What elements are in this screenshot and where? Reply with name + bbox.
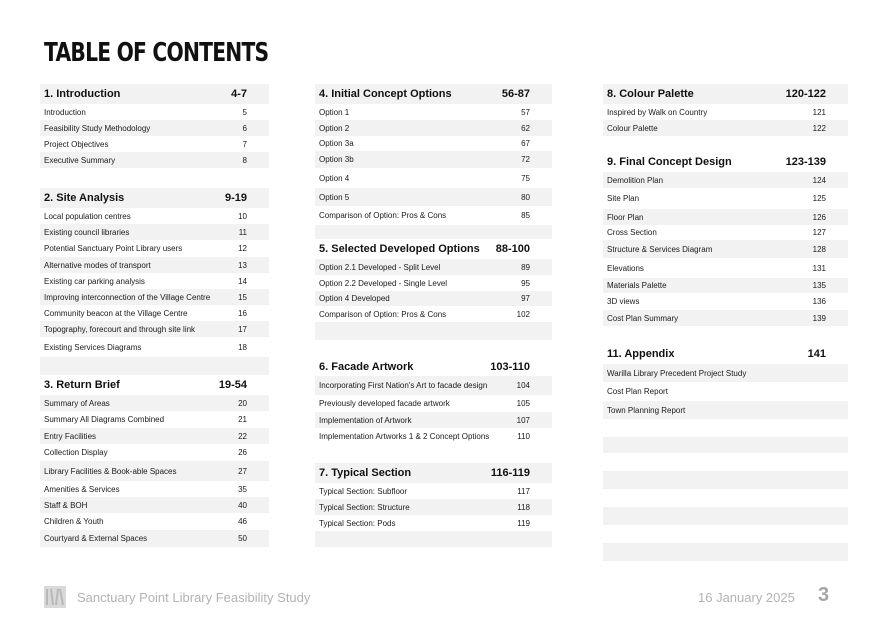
toc-entry-title: Option 2.1 Developed - Split Level (319, 262, 441, 272)
toc-page-number: 85 (521, 211, 530, 220)
toc-page-number: 21 (238, 415, 247, 424)
toc-section-heading (315, 358, 552, 376)
toc-spacer-row (603, 453, 848, 471)
logo-icon (44, 586, 66, 608)
toc-entry (40, 257, 269, 273)
toc-entry (40, 321, 269, 337)
toc-spacer-row (40, 357, 269, 375)
toc-section-heading (603, 84, 848, 104)
toc-entry-title: Potential Sanctuary Point Library users (44, 244, 183, 253)
toc-page-number: 122 (812, 123, 826, 133)
toc-page-number: 110 (517, 432, 530, 441)
toc-page-number: 46 (238, 517, 247, 526)
toc-entry-title: 3. Return Brief (44, 379, 120, 391)
toc-entry-title: Option 2.2 Developed - Single Level (319, 278, 448, 288)
toc-spacer-row (603, 326, 848, 344)
toc-page-number: 105 (516, 399, 530, 408)
toc-entry-title: Executive Summary (44, 155, 116, 165)
toc-entry (40, 152, 269, 168)
toc-section-heading (40, 84, 269, 104)
toc-page-number: 127 (812, 228, 826, 237)
toc-entry-title: Implementation Artworks 1 & 2 Concept Options (319, 432, 490, 441)
toc-entry (315, 259, 552, 275)
toc-page-number: 20 (238, 398, 247, 408)
toc-spacer-row (603, 471, 848, 489)
toc-entry-title: Summary of Areas (44, 398, 110, 408)
toc-entry-title: Existing council libraries (44, 227, 130, 237)
toc-section-heading (603, 344, 848, 364)
toc-entry-title: Improving interconnection of the Village Centre (44, 292, 211, 302)
toc-page-number: 72 (521, 155, 530, 164)
toc-entry (315, 499, 552, 515)
toc-entry-title: Comparison of Option: Pros & Cons (319, 309, 447, 319)
toc-entry (40, 461, 269, 481)
toc-entry-title: 6. Facade Artwork (319, 361, 414, 373)
toc-page-number: 27 (238, 466, 247, 476)
toc-spacer-row (603, 136, 848, 152)
toc-page-number: 126 (812, 212, 826, 222)
toc-entry-title: Option 3a (319, 139, 354, 148)
toc-entry-title: Topography, forecourt and through site link (44, 324, 196, 334)
toc-page-number: 131 (812, 263, 826, 273)
toc-page-number: 139 (812, 313, 826, 323)
toc-page-number: 13 (238, 260, 247, 270)
toc-entry (40, 240, 269, 257)
toc-page-number: 121 (812, 107, 826, 117)
toc-entry-title: Site Plan (607, 194, 640, 203)
toc-entry (315, 168, 552, 188)
toc-entry-title: Cross Section (607, 228, 657, 237)
toc-entry-title: Option 3b (319, 155, 354, 164)
toc-entry (315, 136, 552, 151)
toc-entry (315, 428, 552, 445)
toc-entry-title: Project Objectives (44, 139, 109, 149)
toc-entry-title: Elevations (607, 263, 644, 273)
toc-entry-title: Courtyard & External Spaces (44, 534, 148, 543)
page-number: 3 (818, 584, 830, 606)
toc-page-number: 97 (521, 294, 530, 303)
toc-entry (40, 120, 269, 136)
toc-entry-title: Option 2 (319, 123, 350, 133)
toc-entry-title: Existing Services Diagrams (44, 342, 142, 352)
toc-entry-title: Structure & Services Diagram (607, 244, 713, 254)
toc-page-number: 11 (238, 227, 247, 237)
toc-page-number: 35 (238, 484, 247, 494)
toc-entry (315, 275, 552, 291)
toc-entry (603, 310, 848, 326)
toc-entry-title: Summary All Diagrams Combined (44, 415, 165, 424)
toc-page-number: 80 (521, 192, 530, 202)
toc-entry (40, 481, 269, 497)
toc-entry-title: Previously developed facade artwork (319, 399, 450, 408)
toc-page-number: 7 (242, 139, 247, 149)
toc-page-number: 119 (517, 518, 530, 528)
toc-page-number: 75 (521, 173, 530, 183)
toc-spacer-row (315, 340, 552, 358)
toc-entry-title: Colour Palette (607, 123, 658, 133)
toc-page-number: 102 (516, 309, 530, 319)
toc-entry (315, 104, 552, 120)
toc-entry (315, 206, 552, 225)
toc-entry-title: Amenities & Services (44, 484, 120, 494)
toc-page-number: 6 (242, 123, 247, 133)
toc-spacer-row (603, 543, 848, 561)
toc-entry-title: Alternative modes of transport (44, 260, 151, 270)
toc-entry-title: Typical Section: Structure (319, 502, 410, 512)
toc-entry-title: Warilla Library Precedent Project Study (607, 368, 747, 378)
toc-entry (40, 530, 269, 547)
toc-entry (315, 412, 552, 428)
toc-page-number: 5 (242, 107, 247, 117)
toc-section-heading (315, 239, 552, 259)
toc-page-number: 15 (238, 292, 247, 302)
toc-entry (40, 395, 269, 411)
toc-entry (40, 208, 269, 224)
toc-entry (603, 209, 848, 225)
toc-page-number: 12 (238, 244, 247, 253)
toc-page-number: 107 (516, 415, 530, 425)
toc-page-number: 16 (238, 308, 247, 318)
toc-page-number: 19-54 (218, 379, 247, 391)
toc-entry-title: Option 4 Developed (319, 294, 390, 303)
toc-entry (40, 273, 269, 289)
toc-page-number: 89 (521, 262, 530, 272)
toc-entry-title: Existing car parking analysis (44, 276, 145, 286)
toc-page-number: 117 (517, 486, 530, 496)
toc-page-number: 22 (238, 431, 247, 441)
toc-entry (315, 151, 552, 168)
toc-page-number: 9-19 (224, 192, 247, 204)
toc-page-number: 135 (812, 281, 826, 290)
toc-entry (40, 136, 269, 152)
toc-spacer-row (603, 419, 848, 437)
toc-entry-title: 3D views (607, 297, 640, 306)
toc-section-heading (40, 375, 269, 395)
toc-page-number: 103-110 (490, 361, 530, 373)
toc-entry (603, 188, 848, 209)
toc-column-1 (40, 84, 269, 547)
toc-page-number: 128 (812, 244, 826, 254)
toc-entry (315, 483, 552, 499)
toc-entry (40, 497, 269, 513)
toc-entry-title: 7. Typical Section (319, 467, 412, 479)
toc-page-number: 141 (807, 348, 826, 360)
toc-entry-title: Cost Plan Report (607, 387, 668, 396)
toc-page-number: 123-139 (785, 156, 826, 168)
toc-entry (315, 120, 552, 136)
page-title: TABLE OF CONTENTS (44, 38, 269, 68)
toc-entry (603, 364, 848, 382)
toc-entry-title: 11. Appendix (607, 348, 675, 360)
toc-entry (315, 291, 552, 306)
toc-page-number: 125 (812, 194, 826, 203)
toc-entry-title: 4. Initial Concept Options (319, 88, 452, 100)
toc-spacer-row (315, 225, 552, 239)
toc-page-number: 26 (238, 448, 247, 457)
toc-spacer-row (603, 489, 848, 507)
toc-entry (40, 224, 269, 240)
toc-entry-title: 5. Selected Developed Options (319, 243, 480, 255)
toc-entry-title: Local population centres (44, 211, 131, 221)
toc-entry (315, 395, 552, 412)
toc-page-number: 14 (238, 276, 247, 286)
toc-entry-title: Staff & BOH (44, 500, 88, 510)
toc-entry (603, 104, 848, 120)
toc-page-number: 18 (238, 342, 247, 352)
toc-entry-title: 1. Introduction (44, 88, 121, 100)
toc-page-number: 10 (238, 211, 247, 221)
toc-page-number: 56-87 (501, 88, 530, 100)
toc-entry-title: Materials Palette (607, 281, 667, 290)
toc-entry-title: Entry Facilities (44, 431, 97, 441)
toc-spacer-row (603, 507, 848, 525)
toc-entry-title: Feasibility Study Methodology (44, 123, 151, 133)
toc-entry-title: Typical Section: Subfloor (319, 486, 408, 496)
toc-entry (603, 240, 848, 258)
toc-column-3 (603, 84, 848, 561)
toc-entry-title: Typical Section: Pods (319, 518, 396, 528)
toc-entry (315, 188, 552, 206)
toc-entry-title: Library Facilities & Book-able Spaces (44, 466, 177, 476)
toc-entry (40, 411, 269, 428)
toc-page-number: 88-100 (495, 243, 530, 255)
footer-study-title: Sanctuary Point Library Feasibility Study (77, 590, 311, 605)
toc-entry (40, 513, 269, 530)
footer-date: 16 January 2025 (698, 590, 795, 605)
toc-entry (315, 306, 552, 322)
toc-entry-title: 8. Colour Palette (607, 88, 694, 100)
toc-entry (40, 289, 269, 305)
toc-entry (315, 515, 552, 531)
toc-entry-title: Incorporating First Nation's Art to facade design (319, 381, 488, 390)
toc-entry-title: Inspired by Walk on Country (607, 107, 708, 117)
toc-entry-title: Option 4 (319, 173, 350, 183)
toc-entry-title: Implementation of Artwork (319, 415, 412, 425)
toc-entry-title: Cost Plan Summary (607, 313, 679, 323)
toc-entry (603, 258, 848, 278)
toc-entry (40, 444, 269, 461)
toc-entry-title: Option 5 (319, 192, 350, 202)
toc-page-number: 67 (521, 139, 530, 148)
toc-entry-title: Town Planning Report (607, 405, 686, 415)
toc-page-number: 62 (521, 123, 530, 133)
toc-entry (315, 376, 552, 395)
toc-entry-title: Introduction (44, 107, 86, 117)
toc-page-number: 118 (517, 502, 530, 512)
toc-spacer-row (40, 168, 269, 188)
toc-spacer-row (603, 525, 848, 543)
toc-column-2 (315, 84, 552, 547)
toc-spacer-row (315, 445, 552, 463)
toc-section-heading (40, 188, 269, 208)
toc-page-number: 124 (812, 175, 826, 185)
toc-entry (603, 293, 848, 310)
toc-page-number: 57 (521, 107, 530, 117)
toc-entry-title: Collection Display (44, 448, 108, 457)
toc-page-number: 116-119 (490, 467, 530, 479)
toc-entry (603, 172, 848, 188)
toc-page-number: 17 (238, 324, 247, 334)
toc-spacer-row (315, 531, 552, 547)
toc-spacer-row (603, 437, 848, 453)
toc-section-heading (603, 152, 848, 172)
toc-entry (40, 337, 269, 357)
toc-entry-title: Floor Plan (607, 212, 644, 222)
toc-page-number: 120-122 (785, 88, 826, 100)
toc-entry (603, 401, 848, 419)
toc-entry (40, 305, 269, 321)
toc-entry (40, 104, 269, 120)
toc-page-number: 95 (521, 278, 530, 288)
toc-entry (603, 225, 848, 240)
toc-entry (603, 382, 848, 401)
toc-spacer-row (315, 322, 552, 340)
toc-entry-title: Community beacon at the Village Centre (44, 308, 188, 318)
toc-page-number: 40 (238, 500, 247, 510)
toc-page-number: 104 (516, 381, 530, 390)
toc-entry (40, 428, 269, 444)
toc-page-number: 50 (238, 534, 247, 543)
toc-section-heading (315, 463, 552, 483)
toc-entry-title: Demolition Plan (607, 175, 664, 185)
toc-section-heading (315, 84, 552, 104)
toc-page-number: 8 (242, 155, 247, 165)
toc-entry-title: Children & Youth (44, 517, 104, 526)
toc-entry (603, 120, 848, 136)
toc-entry-title: Option 1 (319, 107, 350, 117)
toc-entry-title: 2. Site Analysis (44, 192, 125, 204)
toc-entry-title: Comparison of Option: Pros & Cons (319, 211, 447, 220)
toc-page-number: 136 (812, 297, 826, 306)
toc-page-number: 4-7 (231, 88, 247, 100)
toc-entry (603, 278, 848, 293)
toc-entry-title: 9. Final Concept Design (607, 156, 732, 168)
